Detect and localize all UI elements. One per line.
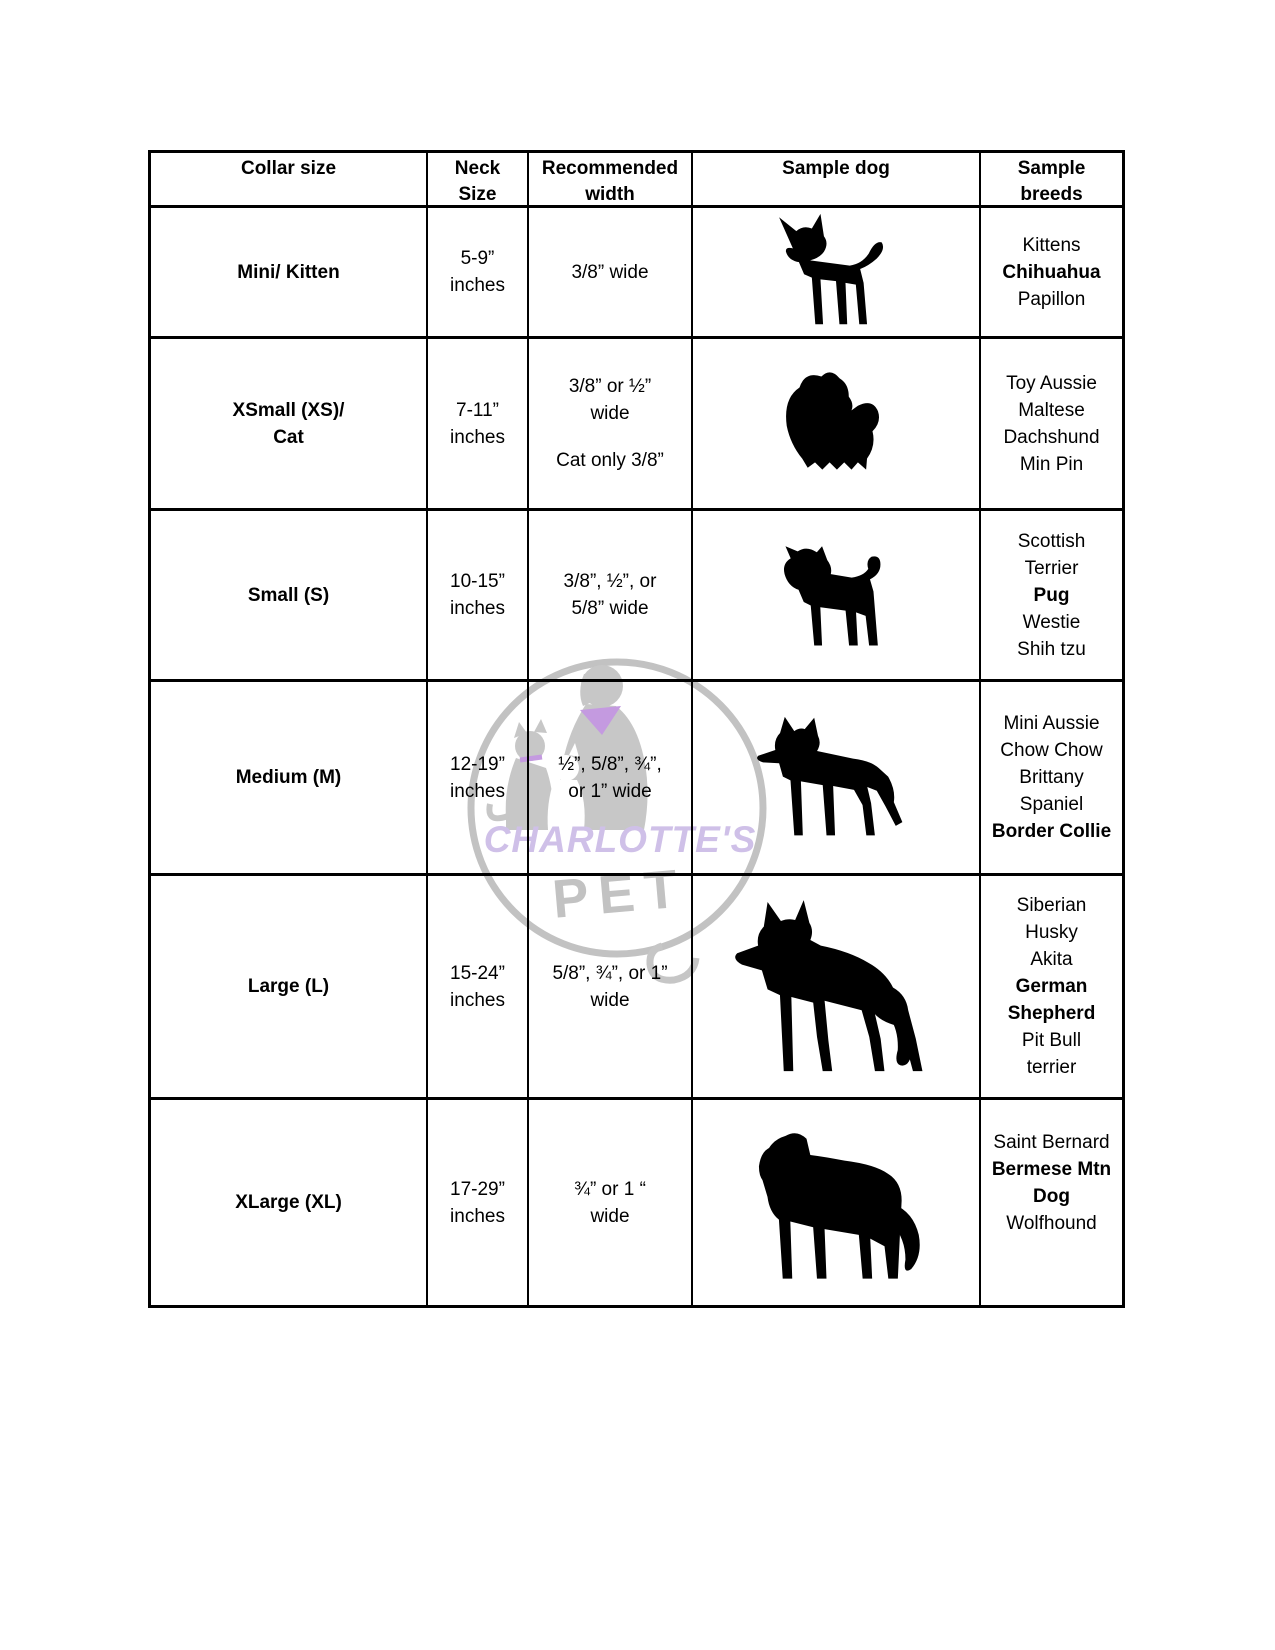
breed-line: Dog [1033, 1185, 1070, 1207]
collar-sizing-table [148, 150, 1125, 1308]
collar-size-label: Cat [273, 426, 304, 448]
sample-dog-cell [693, 1100, 981, 1305]
header-line: Recommended [541, 158, 679, 179]
breed-line: Scottish [1017, 530, 1086, 552]
recommended-width-cell [529, 876, 693, 1100]
neck-size-unit: inches [450, 275, 505, 296]
breed-line: Chow Chow [1000, 740, 1103, 761]
sample-breeds-cell [981, 1100, 1122, 1305]
german-shepherd-silhouette-icon [722, 894, 950, 1080]
neck-size-cell [428, 682, 529, 876]
header-line: Sample dog [782, 158, 890, 179]
collar-size-label: Medium (M) [235, 767, 342, 788]
neck-size-cell [428, 876, 529, 1100]
shepherd-mix-silhouette-icon [741, 714, 931, 842]
breed-line: Shih tzu [1017, 638, 1086, 660]
collar-size-cell [151, 682, 428, 876]
neck-size-unit: inches [450, 598, 505, 619]
maltese-silhouette-icon [763, 360, 909, 488]
collar-size-cell [151, 876, 428, 1100]
width-line: or 1” wide [568, 780, 652, 802]
recommended-width-cell [529, 682, 693, 876]
collar-size-label: XLarge (XL) [235, 1192, 342, 1213]
recommended-width-cell [529, 511, 693, 682]
sample-breeds-cell [981, 339, 1122, 511]
recommended-width-cell [529, 1100, 693, 1305]
header-sample-breeds [981, 153, 1122, 208]
breed-line: terrier [1026, 1057, 1077, 1078]
neck-size-value: 5-9” [460, 248, 495, 269]
collar-size-label: XSmall (XS)/ [232, 399, 345, 421]
header-line: Neck [454, 158, 501, 179]
recommended-width-cell [529, 208, 693, 339]
neck-size-cell [428, 1100, 529, 1305]
breed-line: Kittens [1022, 234, 1081, 256]
breed-line: Shepherd [1007, 1003, 1096, 1024]
collar-size-label: Small (S) [247, 584, 330, 606]
breed-line: Saint Bernard [993, 1131, 1110, 1153]
header-recommended-width [529, 153, 693, 208]
sample-dog-cell [693, 511, 981, 682]
neck-size-value: 15-24” [450, 962, 505, 984]
width-line: Cat only 3/8” [556, 450, 664, 471]
sample-breeds-cell [981, 208, 1122, 339]
width-line: 3/8” wide [571, 261, 649, 283]
header-line: width [585, 184, 635, 205]
breed-line: Papillon [1017, 288, 1086, 310]
collar-size-cell [151, 1100, 428, 1305]
breed-line: Bermese Mtn [991, 1158, 1112, 1180]
breed-line: Westie [1022, 611, 1081, 633]
width-line: wide [590, 403, 630, 424]
width-line: ½”, 5/8”, ¾”, [558, 753, 662, 775]
breed-line: Terrier [1024, 557, 1079, 579]
header-line: breeds [1020, 184, 1083, 205]
sample-dog-cell [693, 339, 981, 511]
breed-line: Pug [1033, 584, 1070, 606]
sample-dog-cell [693, 208, 981, 339]
breed-line: Spaniel [1019, 794, 1084, 815]
breed-line: Maltese [1018, 399, 1085, 421]
breed-line: Min Pin [1019, 453, 1084, 475]
neck-size-value: 12-19” [450, 753, 505, 775]
neck-size-unit: inches [450, 989, 505, 1011]
watermark-brand-pet: PET [550, 858, 690, 930]
breed-line: Border Collie [991, 821, 1112, 842]
breed-line: Husky [1025, 922, 1078, 943]
pug-silhouette-icon [760, 534, 912, 656]
neck-size-value: 17-29” [450, 1178, 505, 1200]
neck-size-cell [428, 339, 529, 511]
width-line: 5/8”, ¾”, or 1” [552, 962, 668, 984]
breed-line: Pit Bull [1021, 1030, 1082, 1051]
header-neck-size [428, 153, 529, 208]
neck-size-cell [428, 208, 529, 339]
header-sample-dog [693, 153, 981, 208]
width-line: 3/8” or ½” [568, 376, 652, 397]
breed-line: Siberian [1016, 895, 1087, 916]
sample-breeds-cell [981, 511, 1122, 682]
sample-breeds-cell [981, 876, 1122, 1100]
width-line: wide [590, 1205, 630, 1227]
breed-line: Dachshund [1003, 426, 1100, 448]
width-line: 5/8” wide [571, 598, 649, 619]
header-line: Collar size [240, 158, 337, 179]
sample-dog-cell [693, 682, 981, 876]
collar-size-cell [151, 208, 428, 339]
breed-line: Brittany [1019, 767, 1084, 788]
collar-size-cell [151, 339, 428, 511]
width-line: wide [590, 989, 630, 1011]
watermark-brand-name: CHARLOTTE'S [483, 819, 757, 860]
collar-size-label: Large (L) [247, 976, 330, 997]
width-line: 3/8”, ½”, or [563, 571, 657, 592]
collar-size-cell [151, 511, 428, 682]
neck-size-cell [428, 511, 529, 682]
header-line: Sample [1017, 158, 1086, 179]
bernese-mountain-dog-silhouette-icon [736, 1115, 936, 1291]
breed-line: German [1015, 976, 1088, 997]
neck-size-unit: inches [450, 780, 505, 802]
sample-breeds-cell [981, 682, 1122, 876]
neck-size-value: 10-15” [450, 571, 505, 592]
breed-line: Toy Aussie [1006, 372, 1097, 394]
neck-size-unit: inches [450, 426, 505, 448]
breed-line: Wolfhound [1006, 1212, 1097, 1234]
header-line: Size [458, 184, 497, 205]
header-collar-size [151, 153, 428, 208]
collar-size-label: Mini/ Kitten [237, 261, 340, 283]
width-line: ¾” or 1 “ [574, 1178, 646, 1200]
sample-dog-cell [693, 876, 981, 1100]
breed-line: Mini Aussie [1003, 713, 1100, 734]
neck-size-value: 7-11” [456, 399, 499, 421]
breed-line: Akita [1030, 949, 1073, 970]
neck-size-unit: inches [450, 1205, 505, 1227]
breed-line: Chihuahua [1002, 261, 1101, 283]
chihuahua-silhouette-icon [767, 212, 905, 333]
recommended-width-cell [529, 339, 693, 511]
